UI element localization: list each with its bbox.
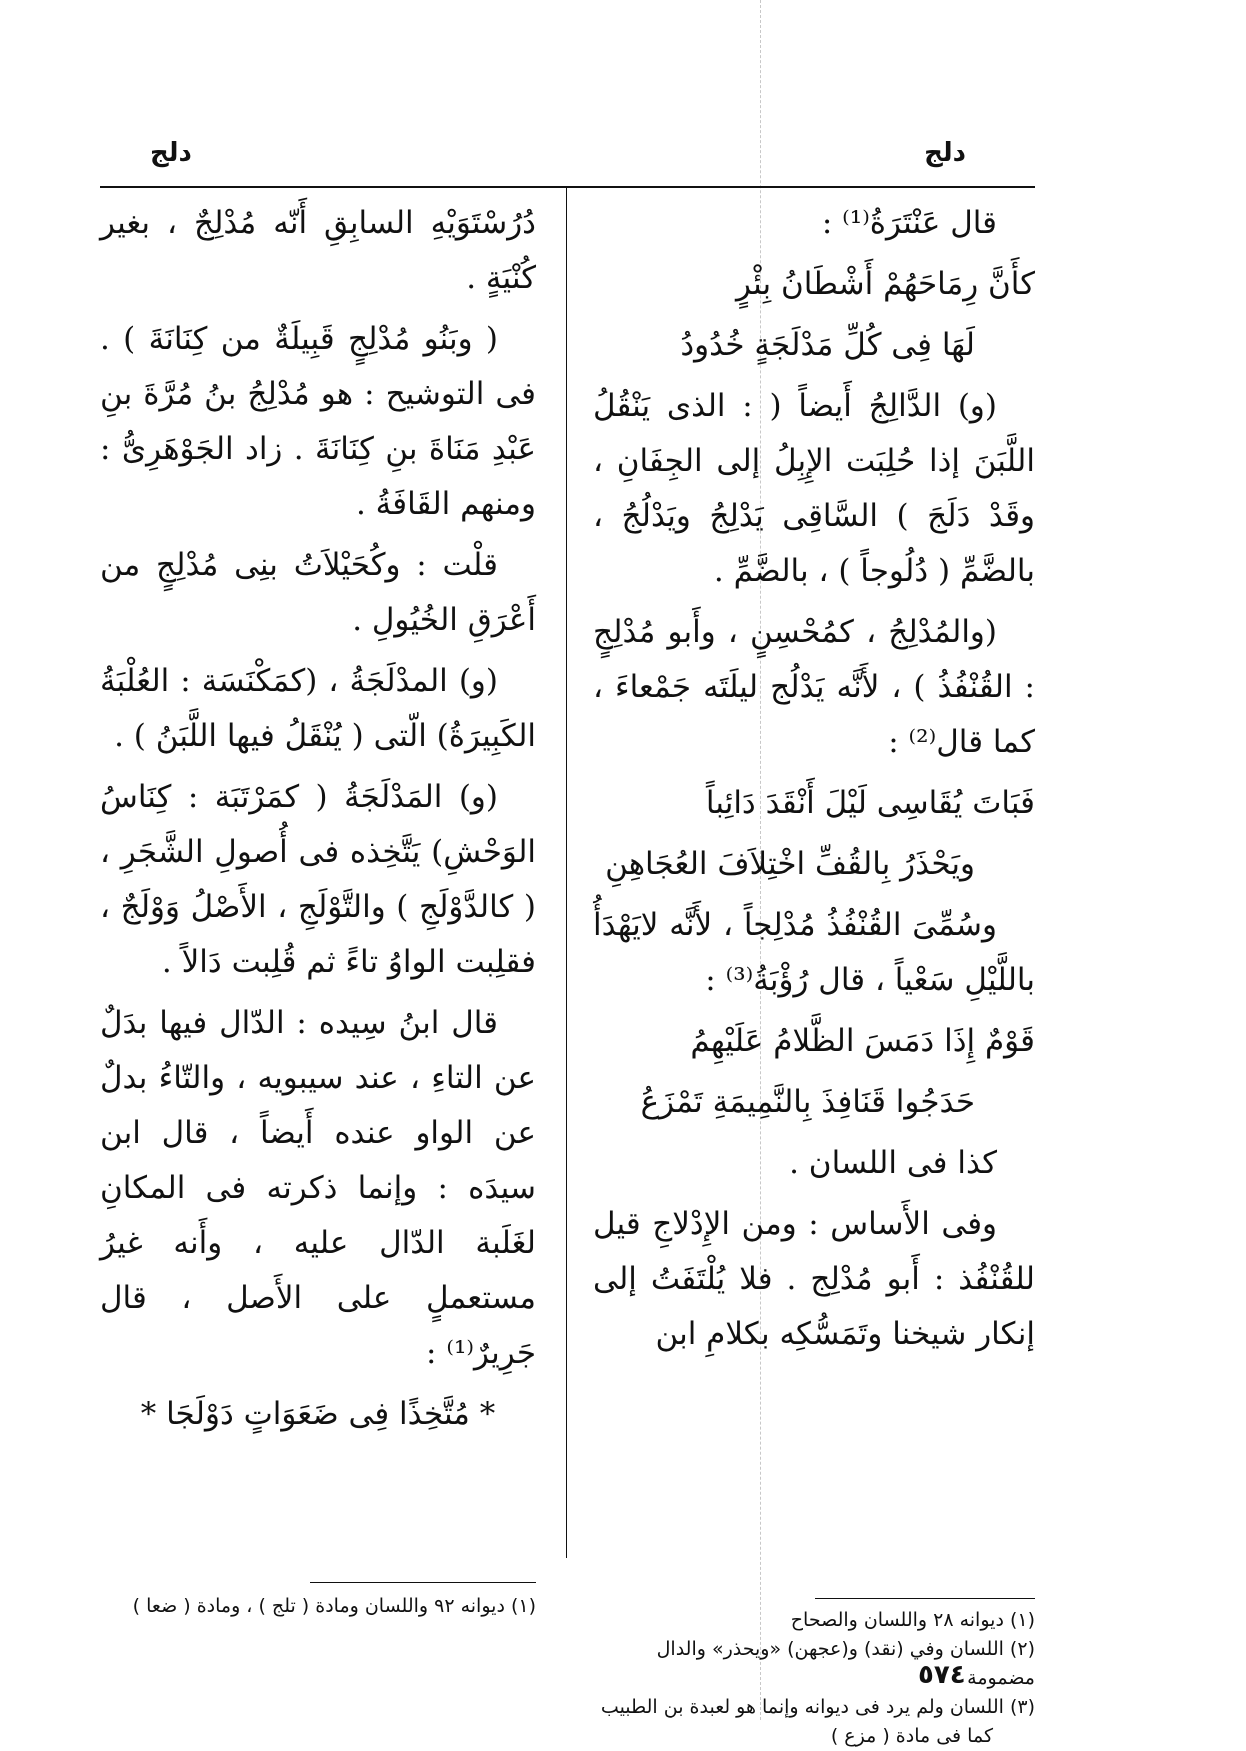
footnote-continuation: كما فى مادة ( مزع )	[830, 1725, 993, 1747]
verse-line: ويَحْذَرُ بِالقُفِّ اخْتِلاَفَ العُجَاهِنِ	[605, 846, 975, 882]
paragraph: (و) المَدْلَجَةُ ( كمَرْتَبَة : كِنَاسُ الوَحْشِ) يَتَّخِذه فى أُصولِ الشَّجَرِ ، ( كالدَّوْلَجِ ) والتَّوْلَجِ ، الأَصْلُ وَوْلَجٌ ، فقلِبت الواوُ تاءً ثم قُلِبت دَالاً .	[100, 779, 536, 980]
paragraph: وفى الأَساس : ومن الإِدْلاجِ قيل للقُنْفُذ : أَبو مُدْلِج . فلا يُلْتَفَتُ إلى إنكار شيخنا وتَمَسُّكِه بكلامِ ابن	[593, 1206, 1035, 1352]
paragraph: قال ابنُ سِيده : الدّال فيها بدَلٌ عن التاءِ ، عند سيبويه ، والتّاءُ بدلٌ عن الواو عنده أَيضاً ، قال ابن سيدَه : وإنما ذكرته فى المكانِ لغَلَبة الدّال عليه ، وأَنه غيرُ مستعملٍ على الأَصل ، قال جَرِيرٌ⁽¹⁾ :	[100, 1005, 536, 1371]
verse-line: قَوْمٌ إِذَا دَمَسَ الظَّلامُ عَلَيْهِمُ	[690, 1023, 1035, 1059]
footnote-rule-left	[310, 1582, 536, 1583]
running-head-left: دلج	[150, 138, 192, 168]
footnote-rule-right	[815, 1598, 1035, 1599]
footnotes-left	[100, 1592, 536, 1621]
verse-line: * مُتَّخِذًا فِى ضَعَوَاتٍ دَوْلَجَا *	[140, 1396, 496, 1432]
paragraph: (والمُدْلِجُ ، كمُحْسِنٍ ، وأَبو مُدْلِجٍ : القُنْفُذُ ) ، لأَنَّه يَدْلُج ليلَتَه جَمْعاءَ ، كما قال⁽²⁾ :	[593, 614, 1035, 760]
paragraph: ( وبَنُو مُدْلِجٍ قَبِيلَةٌ من كِنَانَةَ ) . فى التوشيح : هو مُدْلِجُ بنُ مُرَّةَ بنِ عَبْدِ مَنَاةَ بنِ كِنَانَةَ . زاد الجَوْهَرِىُّ : ومنهم القَافَةُ .	[100, 321, 536, 522]
column-divider	[566, 188, 567, 1558]
page-number: ٥٧٤	[918, 1660, 966, 1690]
verse-line: لَهَا فِى كُلِّ مَدْلَجَةٍ خُدُودُ	[680, 327, 975, 363]
paragraph: دُرُسْتَوَيْهِ السابِقِ أَنّه مُدْلِجٌ ، بغير كُنْيَةٍ .	[100, 205, 536, 296]
paragraph: قلْت : وكُحَيْلاَتُ بنِى مُدْلِجٍ من أَعْرَقِ الخُيُولِ .	[100, 547, 536, 638]
paragraph: كذا فى اللسان .	[789, 1145, 997, 1181]
footnote: (٣) اللسان ولم يرد فى ديوانه وإنما هو لعبدة بن الطبيب	[600, 1696, 1035, 1718]
paragraph: وسُمِّىَ القُنْفُذُ مُدْلِجاً ، لأَنَّه لايَهْدَأُ باللَّيْلِ سَعْياً ، قال رُؤْبَةُ⁽³⁾ :	[593, 907, 1035, 998]
right-column	[593, 196, 1035, 1368]
footnote: (٢) اللسان وفي (نقد) و(عجهن) «ويحذر» والدال مضمومة	[656, 1638, 1035, 1689]
verse-line: كأَنَّ رِمَاحَهُمْ أَشْطَانُ بِئْرٍ	[736, 266, 1035, 302]
running-head-right: دلج	[924, 138, 966, 168]
footnote: (١) ديوانه ٩٢ واللسان ومادة ( تلج ) ، ومادة ( ضعا )	[132, 1595, 536, 1617]
header-rule	[100, 186, 1035, 188]
footnote: (١) ديوانه ٢٨ واللسان والصحاح	[790, 1609, 1035, 1631]
left-column	[100, 196, 536, 1448]
paragraph: (و) المدْلَجَةُ ، (كمَكْنَسَة : العُلْبَةُ الكَبِيرَةُ) الّتى ( يُنْقَلُ فيها اللَّبَنُ ) .	[100, 663, 536, 754]
paragraph: قال عَنْتَرَةُ⁽¹⁾ :	[821, 205, 997, 241]
verse-line: حَدَجُوا قَنَافِذَ بِالنَّمِيمَةِ تَمْزَعُ	[640, 1084, 975, 1120]
paragraph: (و) الدَّالِجُ أَيضاً ( : الذى يَنْقُلُ اللَّبَنَ إذا حُلِبَت الإِبِلُ إلى الجِفَانِ ، وقَدْ دَلَجَ ) السَّاقِى يَدْلِجُ ويَدْلُجُ ، بالضَّمِّ ( دُلُوجاً ) ، بالضَّمِّ .	[593, 388, 1035, 589]
verse-line: فَبَاتَ يُقَاسِى لَيْلَ أَنْقَدَ دَائِباً	[705, 785, 1035, 821]
footnotes-right	[593, 1606, 1035, 1751]
